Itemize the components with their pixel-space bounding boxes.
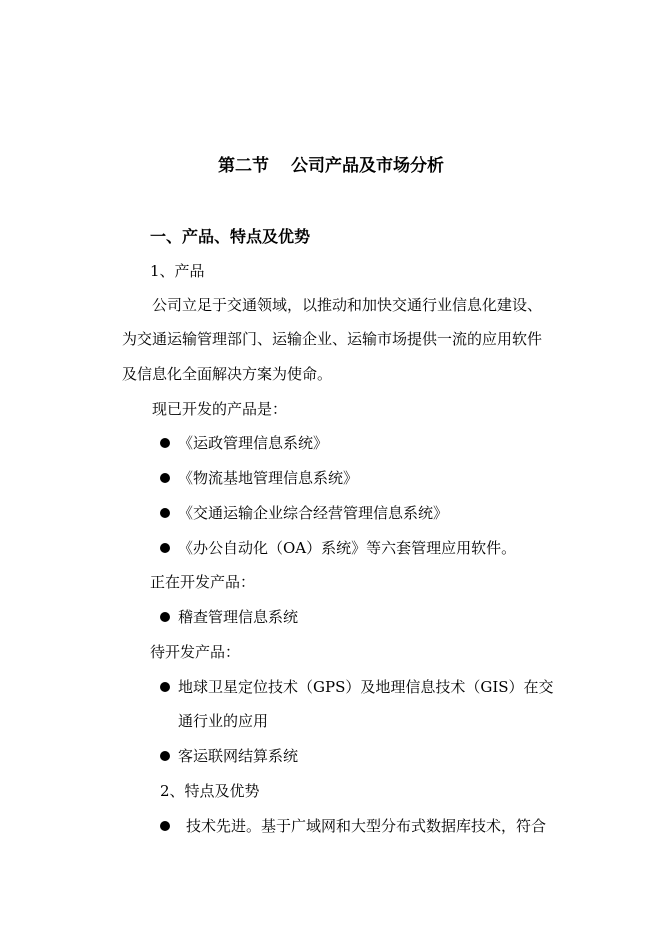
heading-products-features: 一、产品、特点及优势: [150, 227, 311, 246]
list-item: 《交通运输企业综合经营管理信息系统》: [160, 502, 448, 524]
page-title: [0, 154, 662, 178]
bullet-icon: [160, 438, 170, 448]
subheading-features: 2、特点及优势: [160, 782, 260, 800]
list-item: 客运联网结算系统: [160, 745, 298, 767]
bullet-icon: [160, 473, 170, 483]
bullet-icon: [160, 543, 170, 553]
bullet-icon: [160, 682, 170, 692]
list-item-continuation: 通行业的应用: [178, 712, 269, 730]
list-item: 《运政管理信息系统》: [160, 432, 328, 454]
list-item: 《办公自动化（OA）系统》等六套管理应用软件。: [160, 537, 516, 559]
list-item: 地球卫星定位技术（GPS）及地理信息技术（GIS）在交: [160, 676, 554, 698]
section-number: 第二节: [218, 156, 269, 176]
todo-label: 待开发产品：: [150, 643, 241, 661]
section-title: 公司产品及市场分析: [291, 156, 444, 176]
developed-label: 现已开发的产品是：: [152, 400, 288, 418]
bullet-icon: [160, 612, 170, 622]
list-item: 稽查管理信息系统: [160, 606, 298, 628]
developing-label: 正在开发产品：: [150, 573, 256, 591]
paragraph-line-1: 公司立足于交通领域，以推动和加快交通行业信息化建设、: [152, 296, 543, 314]
subheading-products: 1、产品: [150, 262, 205, 280]
bullet-icon: [160, 751, 170, 761]
bullet-icon: [160, 508, 170, 518]
list-item: 《物流基地管理信息系统》: [160, 467, 358, 489]
list-item: 技术先进。基于广域网和大型分布式数据库技术，符合: [160, 815, 546, 837]
paragraph-line-2: 为交通运输管理部门、运输企业、运输市场提供一流的应用软件: [122, 330, 543, 348]
bullet-icon: [160, 821, 170, 831]
paragraph-line-3: 及信息化全面解决方案为使命。: [122, 365, 333, 383]
